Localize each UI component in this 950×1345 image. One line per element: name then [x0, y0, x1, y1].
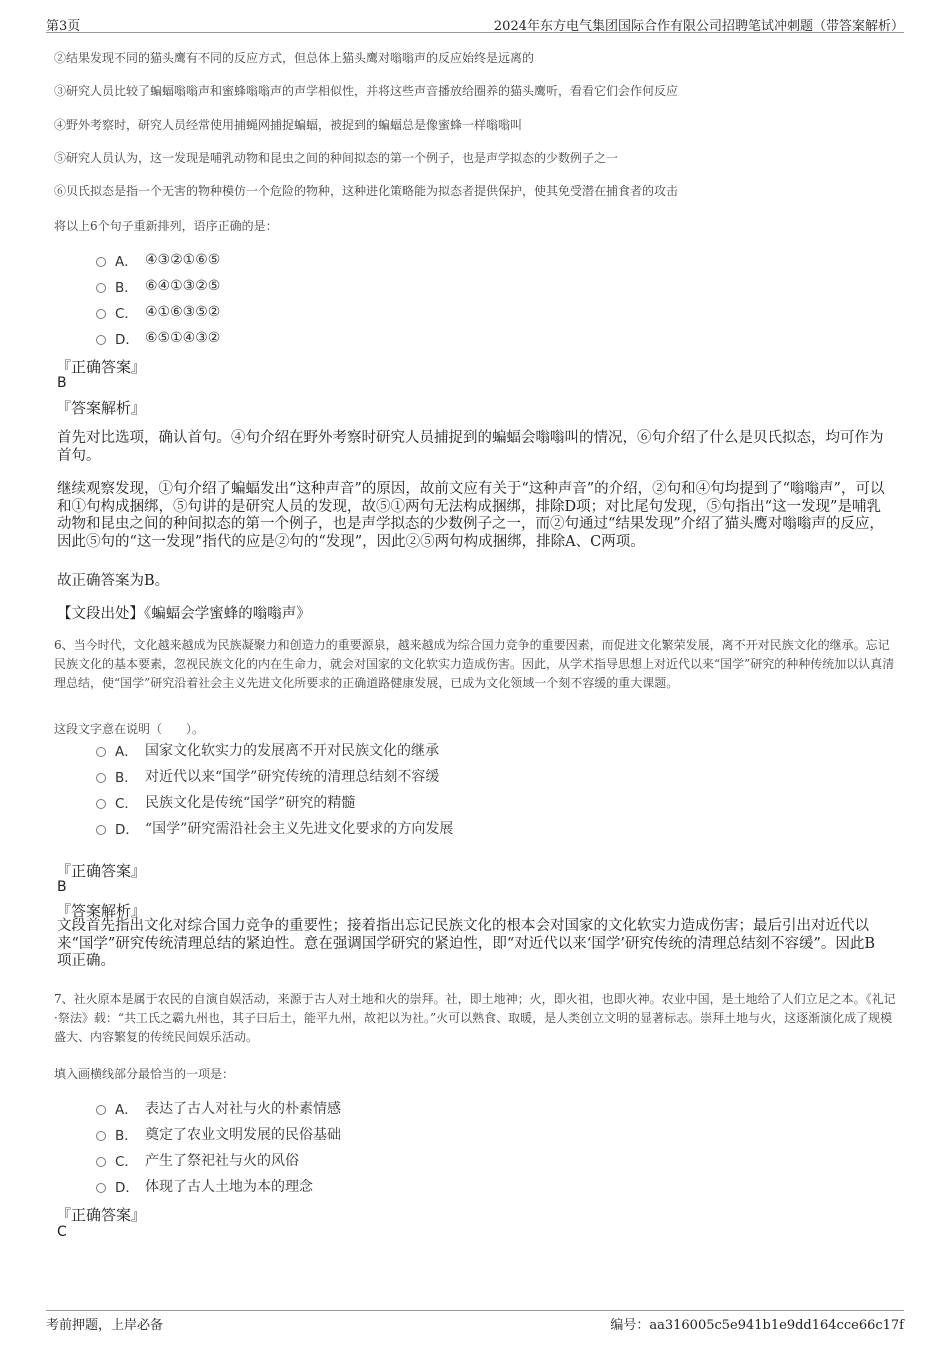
q7-answer-value: C [57, 1224, 67, 1240]
q5-sentence-4: ④野外考察时，研究人员经常使用捕蝇网捕捉蝙蝠，被捉到的蝙蝠总是像蜜蜂一样嗡嗡叫 [54, 118, 523, 132]
option-letter: C． [115, 306, 138, 322]
option-text: ⑥④①③②⑤ [145, 278, 221, 294]
q6-option-b[interactable] [96, 766, 439, 786]
q5-analysis-paragraph-1: 首先对比选项，确认首句。④句介绍在野外考察时研究人员捕捉到的蝙蝠会嗡嗡叫的情况，⑥句介绍了什么是贝氏拟态，均可作为首句。 [57, 430, 884, 464]
document-code: 编号：aa316005c5e941b1e9dd164cce66c17f [610, 1318, 904, 1333]
option-letter: D． [115, 332, 139, 348]
radio-icon[interactable] [96, 1105, 106, 1115]
option-letter: B． [115, 1128, 138, 1144]
q6-prompt: 这段文字意在说明（ ）。 [54, 722, 205, 736]
q5-prompt: 将以上6个句子重新排列，语序正确的是： [54, 219, 278, 233]
radio-icon[interactable] [96, 747, 106, 757]
header-divider [46, 32, 904, 33]
option-letter: B． [115, 280, 138, 296]
q6-option-d[interactable] [96, 818, 453, 838]
option-letter: A． [115, 1102, 138, 1118]
q6-option-c[interactable] [96, 792, 355, 812]
q5-sentence-2: ②结果发现不同的猫头鹰有不同的反应方式，但总体上猫头鹰对嗡嗡声的反应始终是远离的 [54, 51, 535, 65]
option-text: ⑥⑤①④③② [145, 330, 221, 346]
option-letter: D． [115, 1180, 139, 1196]
radio-icon[interactable] [96, 773, 106, 783]
q5-answer-label: 『正确答案』 [56, 358, 147, 376]
q5-option-a[interactable] [96, 250, 220, 270]
q7-answer-label: 『正确答案』 [56, 1206, 147, 1224]
option-letter: A． [115, 744, 138, 760]
q6-analysis-label: 『答案解析』 [56, 902, 147, 920]
option-text: “国学”研究需沿社会主义先进文化要求的方向发展 [145, 821, 454, 837]
q7-stem: 7、社火原本是属于农民的自演自娱活动，来源于古人对土地和火的崇拜。社，即土地神；火，即火祖，也即火神。农业中国，是土地给了人们立足之本。《礼记·祭法》载：“共工氏之霸九州也，其子曰后土，能平九州，故祀以为社。”火可以熟食、取暖，是人类创立文明的显著标志。崇拜土地与火，这逐渐演化成了规模盛大、内容繁复的传统民间娱乐活动。 [54, 992, 896, 1044]
page-number: 第3页 [46, 19, 81, 34]
q5-option-b[interactable] [96, 276, 220, 296]
q5-option-d[interactable] [96, 328, 220, 348]
radio-icon[interactable] [96, 825, 106, 835]
option-letter: C． [115, 1154, 138, 1170]
option-text: 奠定了农业文明发展的民俗基础 [145, 1127, 341, 1143]
q5-sentence-3: ③研究人员比较了蝙蝠嗡嗡声和蜜蜂嗡嗡声的声学相似性，并将这些声音播放给圈养的猫头鹰听，看看它们会作何反应 [54, 84, 679, 98]
q5-analysis-label: 『答案解析』 [56, 399, 147, 417]
radio-icon[interactable] [96, 1131, 106, 1141]
radio-icon[interactable] [96, 799, 106, 809]
option-letter: C． [115, 796, 138, 812]
footer-slogan: 考前押题，上岸必备 [46, 1318, 164, 1333]
radio-icon[interactable] [96, 335, 106, 345]
option-text: ④③②①⑥⑤ [145, 252, 221, 268]
radio-icon[interactable] [96, 1157, 106, 1167]
radio-icon[interactable] [96, 283, 106, 293]
radio-icon[interactable] [96, 257, 106, 267]
q6-analysis: 文段首先指出文化对综合国力竞争的重要性；接着指出忘记民族文化的根本会对国家的文化软实力造成伤害；最后引出对近代以来“国学”研究传统清理总结的紧迫性。意在强调国学研究的紧迫性，即“对近代以来‘国学’研究传统的清理总结刻不容缓”。因此B项正确。 [57, 918, 876, 969]
option-letter: A． [115, 254, 138, 270]
document-title: 2024年东方电气集团国际合作有限公司招聘笔试冲刺题（带答案解析） [493, 19, 904, 34]
radio-icon[interactable] [96, 309, 106, 319]
q7-option-a[interactable] [96, 1098, 341, 1118]
q7-option-c[interactable] [96, 1150, 299, 1170]
q5-answer-value: B [57, 375, 67, 391]
option-text: 对近代以来“国学”研究传统的清理总结刻不容缓 [145, 769, 440, 785]
q5-source: 【文段出处】《蝙蝠会学蜜蜂的嗡嗡声》 [57, 606, 311, 622]
q5-sentence-5: ⑤研究人员认为，这一发现是哺乳动物和昆虫之间的种间拟态的第一个例子，也是声学拟态的少数例子之一 [54, 151, 619, 165]
q6-stem: 6、当今时代，文化越来越成为民族凝聚力和创造力的重要源泉，越来越成为综合国力竞争的重要因素，而促进文化繁荣发展，离不开对民族文化的继承。忘记民族文化的基本要素，忽视民族文化的内在生命力，就会对国家的文化软实力造成伤害。因此，从学术指导思想上对近代以来“国学”研究的种种传统加以认真清理总结，使“国学”研究沿着社会主义先进文化所要求的正确道路健康发展，已成为文化领域一个刻不容缓的重大课题。 [54, 638, 895, 690]
q7-option-d[interactable] [96, 1176, 313, 1196]
option-letter: D． [115, 822, 139, 838]
q5-option-c[interactable] [96, 302, 220, 322]
option-text: 表达了古人对社与火的朴素情感 [145, 1101, 341, 1117]
option-text: 国家文化软实力的发展离不开对民族文化的继承 [145, 743, 439, 759]
q5-sentence-6: ⑥贝氏拟态是指一个无害的物种模仿一个危险的物种，这种进化策略能为拟态者提供保护，使其免受潜在捕食者的攻击 [54, 184, 679, 198]
radio-icon[interactable] [96, 1183, 106, 1193]
footer-divider [46, 1310, 904, 1311]
q6-answer-label: 『正确答案』 [56, 862, 147, 880]
option-text: 民族文化是传统“国学”研究的精髓 [145, 795, 356, 811]
q5-analysis-paragraph-2: 继续观察发现，①句介绍了蝙蝠发出“这种声音”的原因，故前文应有关于“这种声音”的介绍，②句和④句均提到了“嗡嗡声”，可以和①句构成捆绑，⑤句讲的是研究人员的发现，故⑤①两句无法构成捆绑，排除D项；对比尾句发现，⑤句指出“这一发现”是哺乳动物和昆虫之间的种间拟态的第一个例子，也是声学拟态的少数例子之一，而②句通过“结果发现”介绍了猫头鹰对嗡嗡声的反应，因此⑤句的“这一发现”指代的应是②句的“发现”，因此②⑤两句构成捆绑，排除A、C两项。 [57, 481, 885, 550]
option-text: ④①⑥③⑤② [145, 304, 221, 320]
q7-option-b[interactable] [96, 1124, 341, 1144]
q6-option-a[interactable] [96, 740, 439, 760]
q5-conclusion: 故正确答案为B。 [57, 573, 170, 589]
option-text: 体现了古人土地为本的理念 [145, 1179, 313, 1195]
q7-prompt: 填入画横线部分最恰当的一项是： [54, 1067, 235, 1081]
option-letter: B． [115, 770, 138, 786]
option-text: 产生了祭祀社与火的风俗 [145, 1153, 299, 1169]
q6-answer-value: B [57, 879, 67, 895]
